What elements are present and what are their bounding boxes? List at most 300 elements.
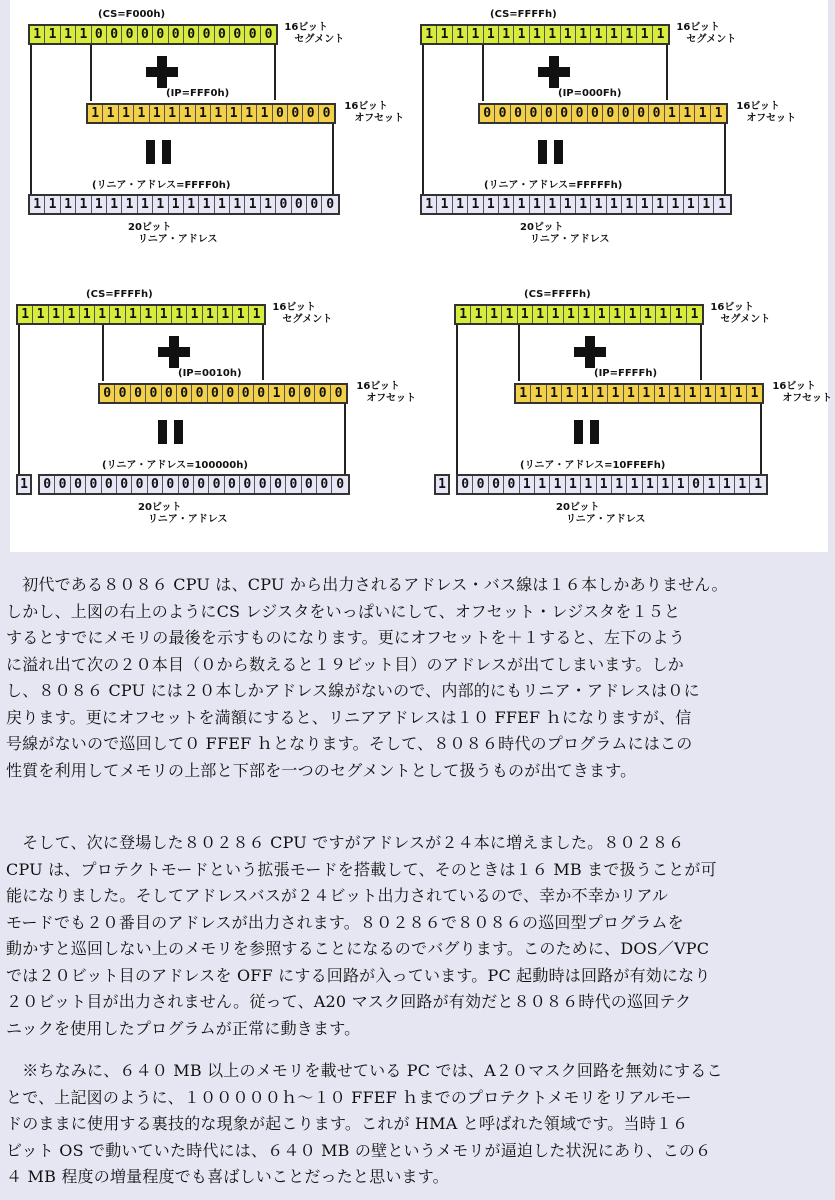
bit-cell: 1 bbox=[561, 196, 576, 213]
linear-side-label-line: リニア・アドレス bbox=[530, 234, 610, 245]
bit-cell: 1 bbox=[218, 306, 233, 323]
offset-side-label-line: オフセット bbox=[366, 393, 416, 404]
bit-cell: 1 bbox=[548, 306, 563, 323]
bit-cell: 1 bbox=[269, 385, 284, 402]
bit-cell: 1 bbox=[76, 26, 91, 43]
bit-cell: 0 bbox=[225, 476, 240, 493]
bit-cell: 0 bbox=[148, 476, 163, 493]
bit-cell: 1 bbox=[547, 385, 562, 402]
paragraph-8086 bbox=[6, 572, 828, 784]
overflow-bit: 1 bbox=[434, 474, 450, 495]
text-line: 号線がないので巡回して０ FFEF ｈとなります。そして、８０８６時代のプログラムにはこの bbox=[6, 734, 693, 753]
segment-register bbox=[420, 24, 670, 45]
bit-cell: 0 bbox=[240, 476, 255, 493]
bit-cell: 1 bbox=[516, 385, 531, 402]
bit-cell: 1 bbox=[157, 306, 172, 323]
bit-cell: 1 bbox=[530, 196, 545, 213]
bit-cell: 1 bbox=[502, 306, 517, 323]
bit-cell: 1 bbox=[49, 306, 64, 323]
bit-cell: 1 bbox=[704, 476, 719, 493]
bit-cell: 0 bbox=[603, 105, 618, 122]
segment-side-label bbox=[272, 302, 332, 326]
bit-cell: 1 bbox=[261, 196, 276, 213]
bit-cell: 1 bbox=[453, 26, 468, 43]
ip-label: (IP=FFF0h) bbox=[166, 88, 230, 99]
bit-cell: 1 bbox=[119, 105, 134, 122]
bit-cell: 0 bbox=[153, 26, 168, 43]
offset-side-label-line: オフセット bbox=[746, 113, 796, 124]
bit-cell: 1 bbox=[520, 476, 535, 493]
bit-cell: 1 bbox=[153, 196, 168, 213]
segment-side-label-line: セグメント bbox=[294, 34, 345, 45]
plus-sign bbox=[158, 336, 190, 368]
equals-sign bbox=[538, 140, 564, 164]
bit-cell: 1 bbox=[581, 476, 596, 493]
bit-cell: 1 bbox=[637, 26, 652, 43]
bit-cell: 1 bbox=[545, 196, 560, 213]
bit-cell: 1 bbox=[18, 306, 33, 323]
bit-cell: 1 bbox=[714, 106, 723, 121]
bit-cell: 0 bbox=[215, 26, 230, 43]
bit-cell: 1 bbox=[612, 476, 627, 493]
bit-cell: 1 bbox=[684, 196, 699, 213]
bit-cell: 1 bbox=[643, 476, 658, 493]
bit-cell: 1 bbox=[437, 26, 452, 43]
segment-side-label bbox=[710, 302, 770, 326]
linear-side-label-line: 20ビット bbox=[138, 502, 182, 513]
plus-sign bbox=[574, 336, 606, 368]
linear-side-label-line: 20ビット bbox=[128, 222, 172, 233]
text-line: ※ちなみに、６４０ MB 以上のメモリを載せている PC では、A２０マスク回路を無効にするこ bbox=[6, 1061, 723, 1080]
paragraph-hma-note bbox=[6, 1058, 828, 1191]
plus-sign bbox=[146, 56, 178, 88]
bit-cell: 1 bbox=[138, 196, 153, 213]
bit-cell: 1 bbox=[422, 26, 437, 43]
bit-cell: 1 bbox=[754, 477, 763, 492]
offset-side-label bbox=[356, 381, 416, 405]
bracket-line bbox=[344, 404, 346, 474]
bit-cell: 1 bbox=[718, 197, 727, 212]
bit-cell: 1 bbox=[653, 196, 668, 213]
bit-cell: 1 bbox=[716, 385, 731, 402]
bit-cell: 1 bbox=[76, 196, 91, 213]
bit-cell: 1 bbox=[624, 385, 639, 402]
text-line: モードでも２０番目のアドレスが出力されます。８０２８６で８０８６の巡回型プログラムを bbox=[6, 912, 684, 932]
bit-cell: 0 bbox=[264, 27, 273, 42]
bit-cell: 1 bbox=[64, 306, 79, 323]
bit-cell: 1 bbox=[103, 105, 118, 122]
equals-sign bbox=[146, 140, 172, 164]
bit-cell: 1 bbox=[690, 307, 699, 322]
linear-address-label: (リニア・アドレス=FFFFFh) bbox=[484, 180, 623, 191]
bit-cell: 0 bbox=[271, 476, 286, 493]
bit-cell: 0 bbox=[276, 196, 291, 213]
bit-cell: 1 bbox=[422, 196, 437, 213]
bit-cell: 0 bbox=[489, 476, 504, 493]
bit-cell: 0 bbox=[245, 26, 260, 43]
cs-label: (CS=FFFFh) bbox=[524, 289, 591, 300]
bit-cell: 0 bbox=[117, 476, 132, 493]
bit-cell: 0 bbox=[184, 26, 199, 43]
bit-cell: 1 bbox=[673, 476, 688, 493]
bit-cell: 1 bbox=[92, 196, 107, 213]
text-line: しかし、上図の右上のようにCS レジスタをいっぱいにして、オフセット・レジスタを１５と bbox=[6, 601, 681, 621]
bit-cell: 0 bbox=[92, 26, 107, 43]
bit-cell: 1 bbox=[187, 306, 202, 323]
bit-cell: 1 bbox=[484, 26, 499, 43]
bit-cell: 1 bbox=[180, 105, 195, 122]
bit-cell: 1 bbox=[658, 476, 673, 493]
bit-cell: 1 bbox=[471, 306, 486, 323]
bit-cell: 1 bbox=[453, 196, 468, 213]
segment-register bbox=[454, 304, 704, 325]
text-line: ニックを使用したプログラムが正常に動きます。 bbox=[6, 1018, 361, 1038]
bit-cell: 1 bbox=[499, 196, 514, 213]
bit-cell: 0 bbox=[634, 105, 649, 122]
text-line: 戻ります。更にオフセットを満額にすると、リニアアドレスは１０ FFEF ｈになりますが、信 bbox=[6, 707, 692, 727]
bit-cell: 1 bbox=[518, 306, 533, 323]
bit-cell: 1 bbox=[468, 26, 483, 43]
bracket-line bbox=[760, 404, 762, 474]
diagram-panel bbox=[434, 288, 834, 538]
linear-address bbox=[456, 474, 768, 495]
ip-label: (IP=FFFFh) bbox=[594, 368, 658, 379]
bit-cell: 1 bbox=[622, 26, 637, 43]
bit-cell: 1 bbox=[215, 196, 230, 213]
bit-cell: 1 bbox=[607, 196, 622, 213]
text-line: では２０ビット目のアドレスを OFF にする回路が入っています。PC 起動時は回路が有効になり bbox=[6, 965, 711, 985]
text-line: ドのままに使用する裏技的な現象が起こります。これが HMA と呼ばれた領域です。当時１６ bbox=[6, 1114, 689, 1133]
text-line: するとすでにメモリの最後を示すものになります。更にオフセットを＋１すると、左下のよう bbox=[6, 628, 685, 647]
bit-cell: 0 bbox=[326, 197, 335, 212]
bit-cell: 0 bbox=[192, 385, 207, 402]
linear-address bbox=[28, 194, 340, 215]
bit-cell: 0 bbox=[588, 105, 603, 122]
bit-cell: 1 bbox=[535, 476, 550, 493]
bit-cell: 0 bbox=[285, 385, 300, 402]
bit-cell: 1 bbox=[169, 196, 184, 213]
bit-cell: 0 bbox=[473, 476, 488, 493]
bit-cell: 1 bbox=[30, 26, 45, 43]
bit-cell: 1 bbox=[595, 306, 610, 323]
bit-cell: 0 bbox=[100, 385, 115, 402]
bit-cell: 0 bbox=[322, 106, 331, 121]
bit-cell: 0 bbox=[526, 105, 541, 122]
bit-cell: 1 bbox=[655, 385, 670, 402]
bit-cell: 1 bbox=[637, 196, 652, 213]
segment-register bbox=[28, 24, 278, 45]
bit-cell: 1 bbox=[165, 105, 180, 122]
bit-cell: 1 bbox=[578, 385, 593, 402]
bit-cell: 1 bbox=[45, 196, 60, 213]
linear-side-label-line: 20ビット bbox=[556, 502, 600, 513]
bit-cell: 1 bbox=[550, 476, 565, 493]
bit-cell: 1 bbox=[579, 306, 594, 323]
bit-cell: 0 bbox=[162, 385, 177, 402]
bit-cell: 1 bbox=[641, 306, 656, 323]
bit-cell: 1 bbox=[665, 105, 680, 122]
offset-side-label-line: 16ビット bbox=[344, 101, 388, 112]
bracket-line bbox=[456, 325, 458, 475]
offset-register bbox=[478, 103, 728, 124]
bit-cell: 0 bbox=[71, 476, 86, 493]
bit-cell: 0 bbox=[303, 105, 318, 122]
bit-cell: 0 bbox=[177, 385, 192, 402]
bit-cell: 0 bbox=[649, 105, 664, 122]
bracket-line bbox=[274, 45, 276, 100]
bit-cell: 0 bbox=[199, 26, 214, 43]
paragraph-80286 bbox=[6, 830, 828, 1042]
linear-side-label bbox=[138, 502, 228, 526]
bit-cell: 0 bbox=[307, 196, 322, 213]
bit-cell: 0 bbox=[542, 105, 557, 122]
equals-sign bbox=[158, 420, 184, 444]
bit-cell: 1 bbox=[656, 306, 671, 323]
bracket-line bbox=[666, 45, 668, 100]
bit-cell: 1 bbox=[203, 306, 218, 323]
bracket-line bbox=[102, 325, 104, 381]
bit-cell: 1 bbox=[591, 196, 606, 213]
linear-address-label: (リニア・アドレス=100000h) bbox=[102, 460, 248, 471]
bit-cell: 1 bbox=[126, 306, 141, 323]
bracket-line bbox=[724, 124, 726, 194]
linear-side-label-line: 20ビット bbox=[520, 222, 564, 233]
bracket-line bbox=[30, 45, 32, 195]
bracket-line bbox=[90, 45, 92, 101]
bracket-line bbox=[700, 325, 702, 380]
cs-label: (CS=FFFFh) bbox=[86, 289, 153, 300]
bit-cell: 1 bbox=[499, 26, 514, 43]
bit-cell: 0 bbox=[102, 476, 117, 493]
bit-cell: 1 bbox=[514, 26, 529, 43]
bit-cell: 1 bbox=[597, 476, 612, 493]
bit-cell: 1 bbox=[680, 105, 695, 122]
bit-cell: 1 bbox=[656, 27, 665, 42]
text-line: し、８０８６ CPU には２０本しかアドレス線がないので、内部的にもリニア・アドレスは０に bbox=[6, 681, 700, 700]
text-line: そして、次に登場した８０２８６ CPU ですがアドレスが２４本に増えました。８０２８６ bbox=[6, 833, 685, 852]
bit-cell: 1 bbox=[61, 26, 76, 43]
bit-cell: 1 bbox=[80, 306, 95, 323]
bracket-line bbox=[262, 325, 264, 380]
bit-cell: 0 bbox=[317, 476, 332, 493]
bit-cell: 1 bbox=[150, 105, 165, 122]
bit-cell: 0 bbox=[194, 476, 209, 493]
bit-cell: 1 bbox=[576, 196, 591, 213]
bit-cell: 0 bbox=[146, 385, 161, 402]
linear-address-label: (リニア・アドレス=FFFF0h) bbox=[92, 180, 231, 191]
bit-cell: 1 bbox=[545, 26, 560, 43]
bit-cell: 0 bbox=[255, 476, 270, 493]
bit-cell: 1 bbox=[257, 105, 272, 122]
offset-side-label-line: オフセット bbox=[782, 393, 832, 404]
bit-cell: 1 bbox=[514, 196, 529, 213]
bit-cell: 1 bbox=[533, 306, 548, 323]
bit-cell: 0 bbox=[458, 476, 473, 493]
bit-cell: 0 bbox=[572, 105, 587, 122]
bit-cell: 0 bbox=[302, 476, 317, 493]
linear-side-label bbox=[556, 502, 646, 526]
bit-cell: 0 bbox=[122, 26, 137, 43]
bit-cell: 1 bbox=[95, 306, 110, 323]
bit-cell: 0 bbox=[619, 105, 634, 122]
bit-cell: 0 bbox=[115, 385, 130, 402]
offset-register bbox=[98, 383, 348, 404]
bit-cell: 1 bbox=[33, 306, 48, 323]
bit-cell: 1 bbox=[685, 385, 700, 402]
bit-cell: 1 bbox=[456, 306, 471, 323]
bit-cell: 0 bbox=[230, 26, 245, 43]
bit-cell: 1 bbox=[695, 105, 710, 122]
bit-cell: 1 bbox=[110, 306, 125, 323]
linear-side-label-line: リニア・アドレス bbox=[148, 514, 228, 525]
bit-cell: 1 bbox=[196, 105, 211, 122]
offset-register bbox=[514, 383, 764, 404]
bit-cell: 1 bbox=[245, 196, 260, 213]
bit-cell: 0 bbox=[334, 386, 343, 401]
bit-cell: 0 bbox=[40, 476, 55, 493]
bit-cell: 0 bbox=[107, 26, 122, 43]
offset-side-label-line: 16ビット bbox=[772, 381, 816, 392]
bit-cell: 1 bbox=[122, 196, 137, 213]
bit-cell: 0 bbox=[315, 385, 330, 402]
segment-side-label-line: 16ビット bbox=[710, 302, 754, 313]
diagram-panel bbox=[28, 8, 428, 258]
linear-address-label: (リニア・アドレス=10FFEFh) bbox=[520, 460, 666, 471]
bit-cell: 1 bbox=[564, 306, 579, 323]
bit-cell: 0 bbox=[480, 105, 495, 122]
bit-cell: 0 bbox=[504, 476, 519, 493]
bit-cell: 1 bbox=[720, 476, 735, 493]
bit-cell: 0 bbox=[300, 385, 315, 402]
bit-cell: 0 bbox=[131, 385, 146, 402]
bit-cell: 1 bbox=[233, 306, 248, 323]
bit-cell: 1 bbox=[750, 386, 759, 401]
linear-side-label bbox=[128, 222, 218, 246]
bit-cell: 1 bbox=[30, 196, 45, 213]
bit-cell: 1 bbox=[199, 196, 214, 213]
bit-cell: 1 bbox=[61, 196, 76, 213]
bit-cell: 1 bbox=[639, 385, 654, 402]
text-line: とで、上記図のように、１０００００ｈ～１０ FFEF ｈまでのプロテクトメモリをリアルモー bbox=[6, 1087, 692, 1107]
bit-cell: 1 bbox=[230, 196, 245, 213]
text-line: ２０ビット目が出力されません。従って、A20 マスク回路が有効だと８０８６時代の巡回テク bbox=[6, 992, 692, 1011]
bit-cell: 0 bbox=[169, 26, 184, 43]
bit-cell: 1 bbox=[134, 105, 149, 122]
bit-cell: 1 bbox=[735, 476, 750, 493]
text-line: ビット OS で動いていた時代には、６４０ MB の壁というメモリが逼迫した状況にあり、この６ bbox=[6, 1140, 712, 1160]
segment-side-label bbox=[284, 22, 344, 46]
offset-side-label-line: 16ビット bbox=[736, 101, 780, 112]
plus-sign bbox=[538, 56, 570, 88]
bit-cell: 1 bbox=[468, 196, 483, 213]
offset-side-label-line: オフセット bbox=[354, 113, 404, 124]
bit-cell: 1 bbox=[671, 306, 686, 323]
bit-cell: 1 bbox=[591, 26, 606, 43]
bit-cell: 1 bbox=[627, 476, 642, 493]
bit-cell: 0 bbox=[223, 385, 238, 402]
bracket-line bbox=[332, 124, 334, 194]
text-line: 性質を利用してメモリの上部と下部を一つのセグメントとして扱うものが出てきます。 bbox=[6, 760, 637, 780]
bit-cell: 0 bbox=[254, 385, 269, 402]
linear-side-label-line: リニア・アドレス bbox=[566, 514, 646, 525]
bit-cell: 0 bbox=[209, 476, 224, 493]
bit-cell: 1 bbox=[88, 105, 103, 122]
bit-cell: 1 bbox=[530, 26, 545, 43]
linear-address bbox=[38, 474, 350, 495]
bit-cell: 0 bbox=[495, 105, 510, 122]
bit-cell: 1 bbox=[622, 196, 637, 213]
segment-register bbox=[16, 304, 266, 325]
bracket-line bbox=[422, 45, 424, 195]
bit-cell: 1 bbox=[608, 385, 623, 402]
segment-side-label-line: セグメント bbox=[720, 314, 771, 325]
bit-cell: 0 bbox=[132, 476, 147, 493]
linear-side-label-line: リニア・アドレス bbox=[138, 234, 218, 245]
bit-cell: 0 bbox=[288, 105, 303, 122]
bit-cell: 1 bbox=[561, 26, 576, 43]
bit-cell: 0 bbox=[689, 476, 704, 493]
bit-cell: 1 bbox=[593, 385, 608, 402]
bit-cell: 1 bbox=[670, 385, 685, 402]
ip-label: (IP=0010h) bbox=[178, 368, 242, 379]
equals-sign bbox=[574, 420, 600, 444]
segment-side-label-line: 16ビット bbox=[272, 302, 316, 313]
offset-side-label bbox=[736, 101, 796, 125]
bit-cell: 1 bbox=[699, 196, 714, 213]
bit-cell: 1 bbox=[437, 196, 452, 213]
bit-cell: 1 bbox=[211, 105, 226, 122]
bracket-line bbox=[482, 45, 484, 101]
cs-label: (CS=F000h) bbox=[98, 9, 166, 20]
bit-cell: 1 bbox=[566, 476, 581, 493]
text-line: 初代である８０８６ CPU は、CPU から出力されるアドレス・バス線は１６本しかありません。 bbox=[6, 575, 728, 594]
bit-cell: 0 bbox=[55, 476, 70, 493]
bit-cell: 1 bbox=[625, 306, 640, 323]
ip-label: (IP=000Fh) bbox=[558, 88, 622, 99]
offset-side-label-line: 16ビット bbox=[356, 381, 400, 392]
bit-cell: 1 bbox=[668, 196, 683, 213]
bit-cell: 1 bbox=[562, 385, 577, 402]
text-line: ４ MB 程度の増量程度でも喜ばしいことだったと思います。 bbox=[6, 1167, 449, 1186]
bit-cell: 1 bbox=[487, 306, 502, 323]
bit-cell: 1 bbox=[576, 26, 591, 43]
bit-cell: 0 bbox=[292, 196, 307, 213]
offset-side-label bbox=[344, 101, 404, 125]
bracket-line bbox=[518, 325, 520, 381]
diagram-panel bbox=[420, 8, 820, 258]
bit-cell: 1 bbox=[107, 196, 122, 213]
text-line: 能になりました。そしてアドレスバスが２４ビット出力されているので、幸か不幸かリアル bbox=[6, 886, 669, 905]
linear-address bbox=[420, 194, 732, 215]
bit-cell: 1 bbox=[531, 385, 546, 402]
bit-cell: 1 bbox=[607, 26, 622, 43]
overflow-bit: 1 bbox=[16, 474, 32, 495]
bit-cell: 1 bbox=[484, 196, 499, 213]
offset-register bbox=[86, 103, 336, 124]
bit-cell: 1 bbox=[184, 196, 199, 213]
segment-side-label-line: 16ビット bbox=[284, 22, 328, 33]
offset-side-label bbox=[772, 381, 832, 405]
text-line: CPU は、プロテクトモードという拡張モードを搭載して、そのときは１６ MB まで扱うことが可 bbox=[6, 859, 717, 879]
bit-cell: 1 bbox=[141, 306, 156, 323]
bit-cell: 1 bbox=[242, 105, 257, 122]
bit-cell: 0 bbox=[557, 105, 572, 122]
segment-side-label-line: セグメント bbox=[282, 314, 333, 325]
bit-cell: 0 bbox=[511, 105, 526, 122]
bit-cell: 1 bbox=[252, 307, 261, 322]
bit-cell: 1 bbox=[610, 306, 625, 323]
bracket-line bbox=[18, 325, 20, 475]
